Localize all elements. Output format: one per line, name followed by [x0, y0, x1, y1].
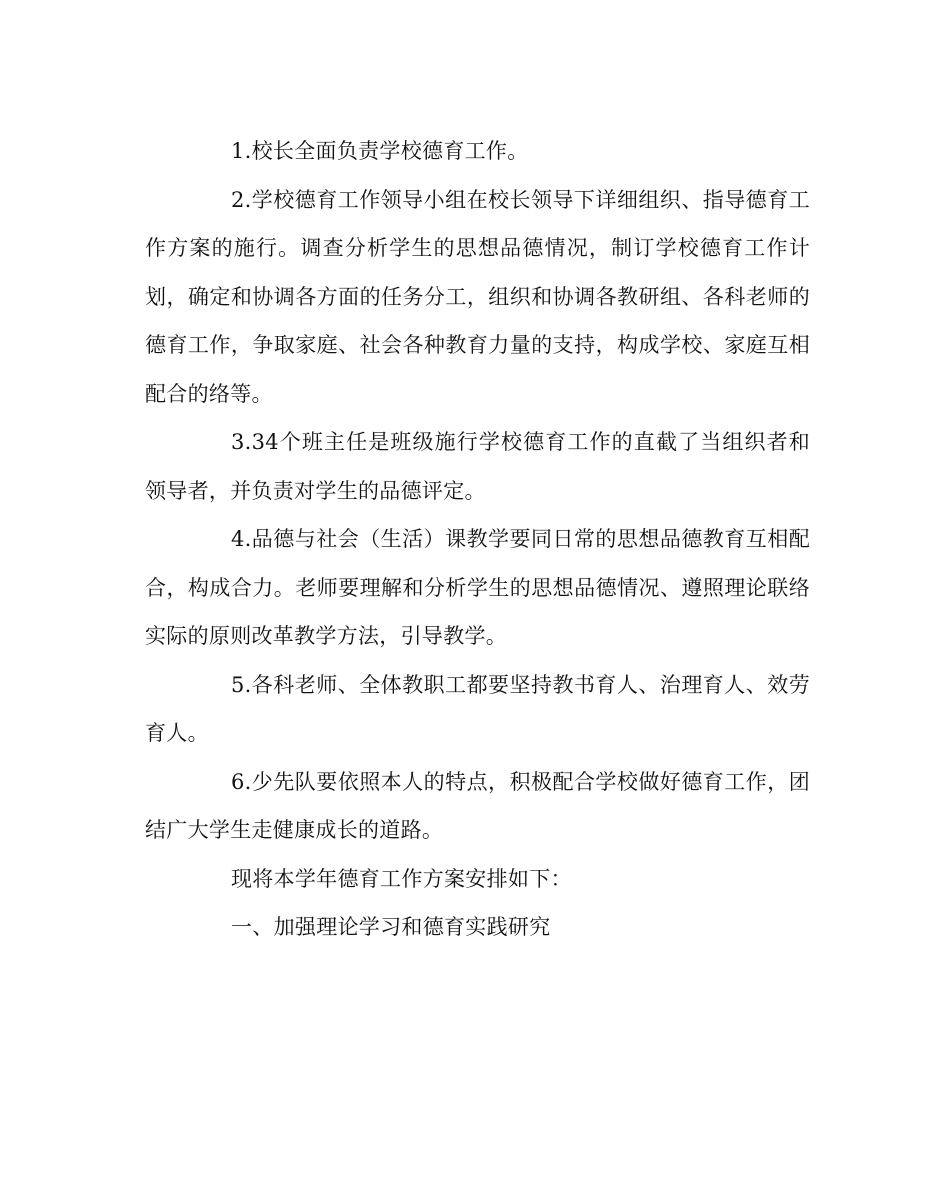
paragraph-3: 3.34个班主任是班级施行学校德育工作的直截了当组织者和领导者，并负责对学生的品德评定。 — [145, 430, 810, 503]
section-heading: 一、加强理论学习和德育实践研究 — [231, 915, 551, 939]
paragraph-1: 1.校长全面负责学校德育工作。 — [231, 139, 529, 163]
paragraph-5: 5.各科老师、全体教职工都要坚持教书育人、治理育人、效劳育人。 — [145, 672, 810, 745]
paragraph-intro: 现将本学年德育工作方案安排如下： — [231, 866, 572, 891]
paragraph-6: 6.少先队要依照本人的特点，积极配合学校做好德育工作，团结广大学生走健康成长的道路。 — [145, 769, 810, 842]
paragraph-4: 4.品德与社会（生活）课教学要同日常的思想品德教育互相配合，构成合力。老师要理解和分析学生的思想品德情况、遵照理论联络实际的原则改革教学方法，引导教学。 — [145, 527, 810, 648]
paragraph-2: 2.学校德育工作领导小组在校长领导下详细组织、指导德育工作方案的施行。调查分析学生的思想品德情况，制订学校德育工作计划，确定和协调各方面的任务分工，组织和协调各教研组、各科老师的德育工作，争取家庭、社会各种教育力量的支持，构成学校、家庭互相配合的络等。 — [145, 187, 810, 406]
document-body — [145, 127, 810, 952]
